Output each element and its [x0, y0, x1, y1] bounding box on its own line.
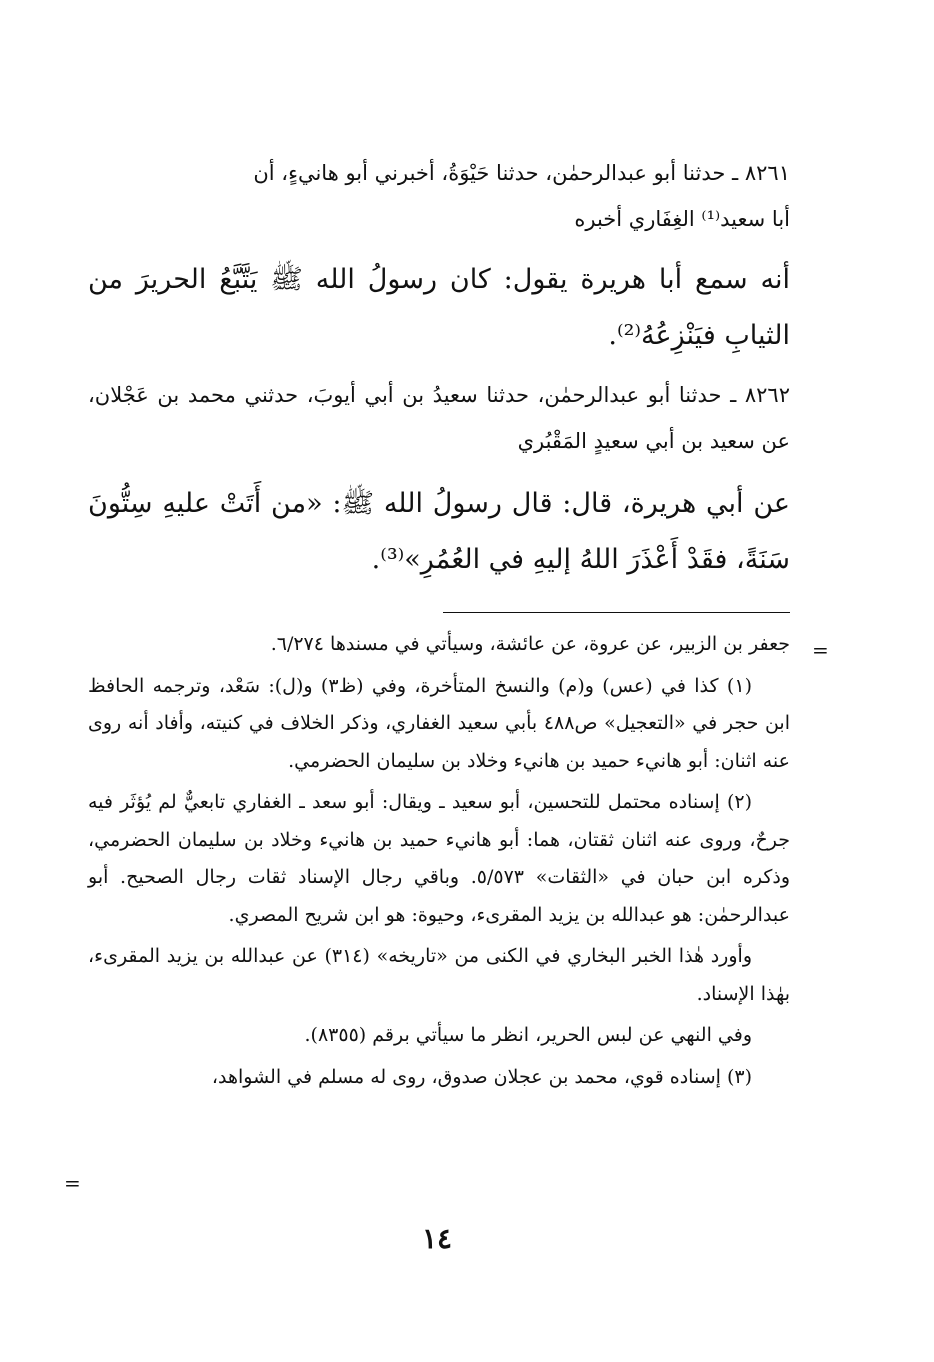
- hadith-8262-matn: عن أبي هريرة، قال: قال رسولُ الله ﷺ: «من أَتَتْ عليهِ سِتُّونَ سَنَةً، فقَدْ أَعْذَرَ اللهُ إليهِ في العُمُرِ»⁽³⁾.: [88, 488, 790, 575]
- footnotes: [88, 626, 790, 1100]
- hadith-8261-matn: أنه سمع أبا هريرة يقول: كان رسولُ الله ﷺ يَتَّبَّعُ الحريرَ من الثيابِ فيَنْزِعُهُ⁽²⁾.: [88, 264, 790, 351]
- footnote-1: (١) كذا في (عس) و(م) والنسخ المتأخرة، وفي (ظ٣) و(ل): سَعْد، وترجمه الحافظ ابن حجر في «التعجيل» ص٤٨٨ بأبي سعيد الغفاري، وذكر الخلاف في كنيته، وأفاد أنه روى عنه اثنان: أبو هانيء حميد بن هانيء وخلاد بن سليمان الحضرمي.: [88, 674, 790, 772]
- hadith-8261-isnad: [88, 150, 790, 242]
- footnote-2-extra2: وفي النهي عن لبس الحرير، انظر ما سيأتي برقم (٨٣٥٥).: [304, 1024, 752, 1046]
- continuation-mark-bottom: =: [64, 1171, 81, 1195]
- page-number: ١٤: [421, 1222, 453, 1255]
- footnote-continued: جعفر بن الزبير، عن عروة، عن عائشة، وسيأتي في مسندها ٦/٢٧٤.: [270, 633, 790, 655]
- footnote-2: (٢) إسناده محتمل للتحسين، أبو سعيد ـ ويقال: أبو سعد ـ الغفاري تابعيٌّ لم يُؤثَر فيه جرحٌ، وروى عنه اثنان ثقتان، هما: أبو هانيء حميد بن هانيء وخلاد بن سليمان الحضرمي، وذكره ابن حبان في «الثقات» ٥/٥٧٣. وباقي رجال الإسناد ثقات رجال الصحيح. أبو عبدالرحمٰن: هو عبدالله بن يزيد المقرىء، وحيوة: هو ابن شريح المصري.: [88, 791, 791, 926]
- footnote-separator: [443, 612, 790, 613]
- footnote-2-extra: وأورد هٰذا الخبر البخاري في الكنى من «تاريخه» (٣١٤) عن عبدالله بن يزيد المقرىء، بهٰذا الإسناد.: [88, 945, 790, 1005]
- continuation-mark-top: =: [812, 638, 829, 662]
- footnote-3: (٣) إسناده قوي، محمد بن عجلان صدوق، روى له مسلم في الشواهد،: [211, 1065, 752, 1088]
- hadith-8261-isnad-line2: أبا سعيد⁽¹⁾ الغِفَاري أخبره: [574, 207, 790, 231]
- hadith-8262-isnad: ٨٢٦٢ ـ حدثنا أبو عبدالرحمٰن، حدثنا سعيدُ بن أبي أيوبَ، حدثني محمد بن عَجْلان، عن سعيد بن أبي سعيدٍ المَقْبُري: [88, 383, 790, 453]
- hadith-8261-isnad-line1: ٨٢٦١ ـ حدثنا أبو عبدالرحمٰن، حدثنا حَيْوَةُ، أخبرني أبو هانيءٍ، أن: [253, 161, 790, 185]
